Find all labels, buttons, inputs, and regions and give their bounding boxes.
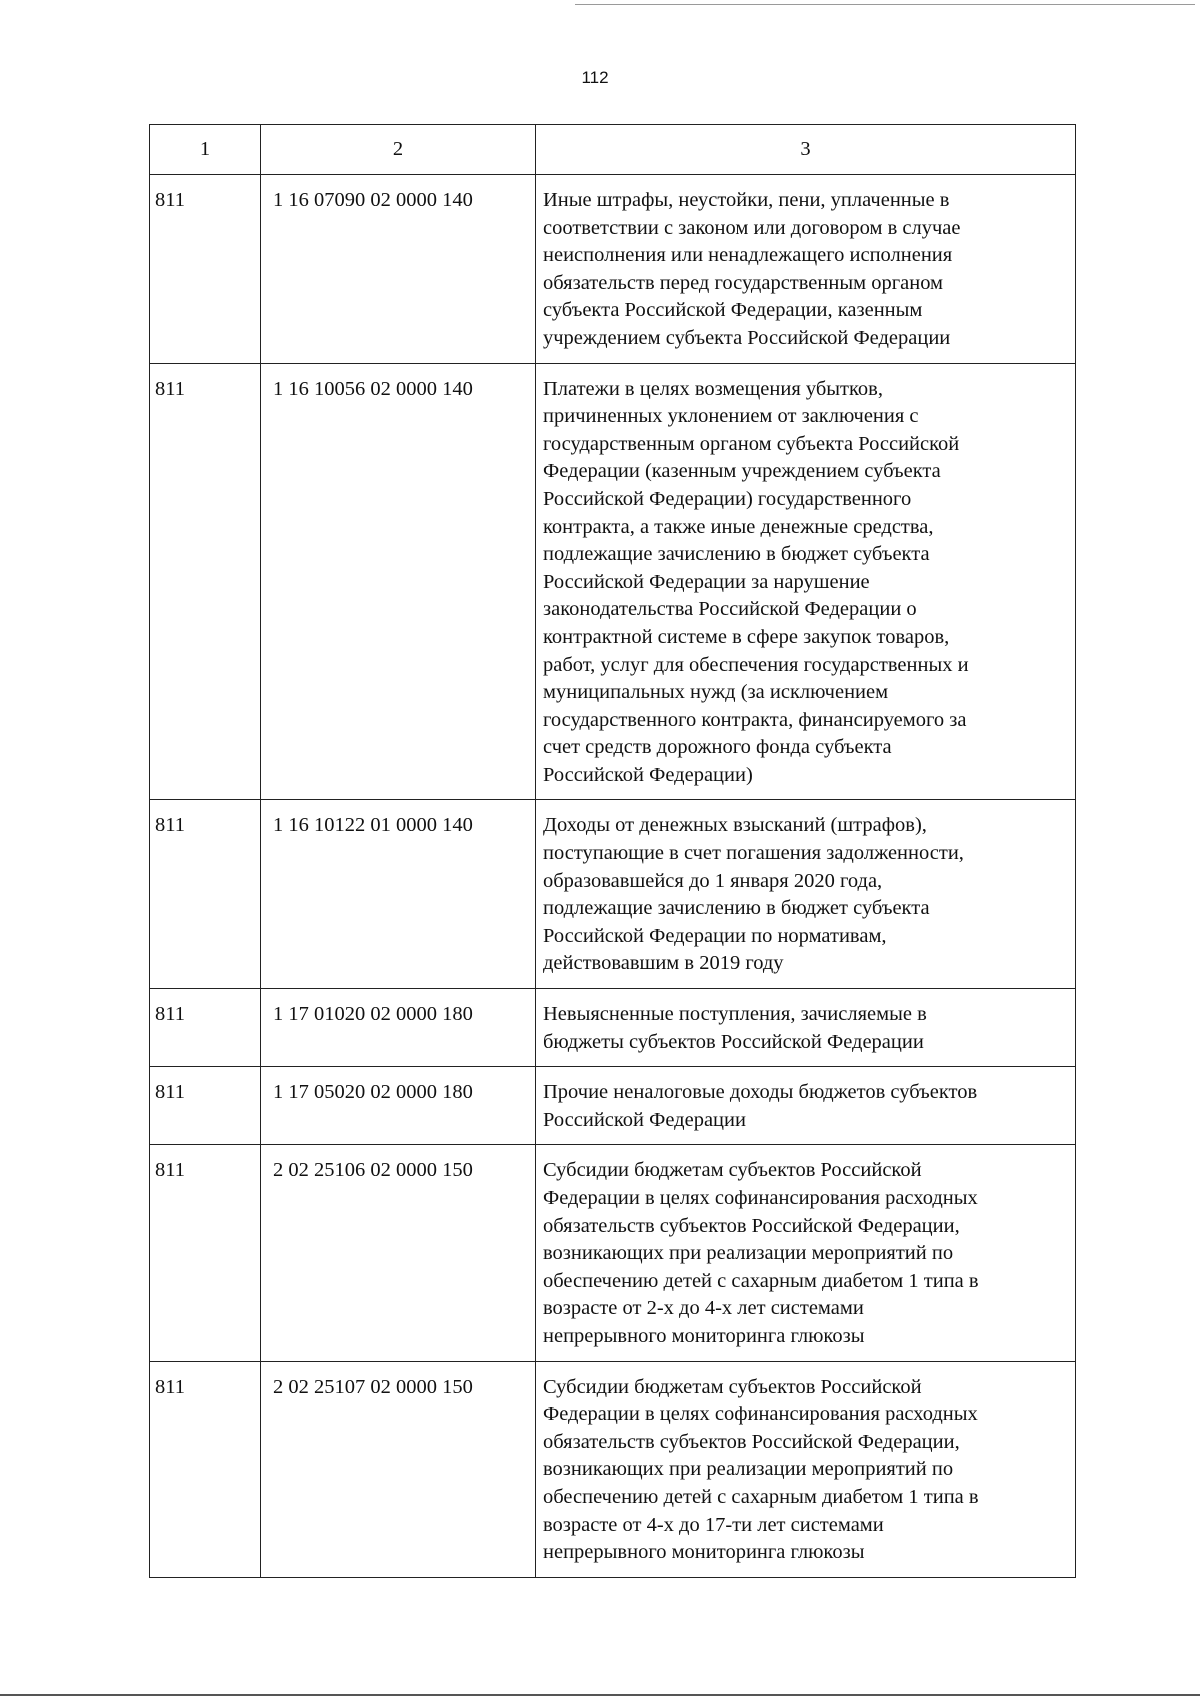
table-row bbox=[150, 989, 1076, 1067]
admin-code-cell: 811 bbox=[150, 989, 261, 1067]
column-header-3: 3 bbox=[536, 125, 1076, 175]
kbk-code-cell: 1 16 07090 02 0000 140 bbox=[261, 175, 536, 364]
scan-bottom-rule bbox=[0, 1694, 1200, 1696]
description-text: Прочие неналоговые доходы бюджетов субъектов Российской Федерации bbox=[543, 1081, 978, 1131]
kbk-code-cell: 1 17 05020 02 0000 180 bbox=[261, 1067, 536, 1145]
description-text: Доходы от денежных взысканий (штрафов), поступающие в счет погашения задолженности, образовавшейся до 1 января 2020 года, подлежащие зачислению в бюджет субъекта Российской Федерации по нормативам, действовавшим в 2019 году bbox=[543, 814, 964, 975]
description-text: Субсидии бюджетам субъектов Российской Федерации в целях софинансирования расходных обязательств субъектов Российской Федерации, возникающих при реализации мероприятий по обеспечению детей с сахарным диабетом 1 типа в возрасте от 2-х до 4-х лет системами непрерывного мониторинга глюкозы bbox=[543, 1159, 979, 1347]
kbk-code-cell: 2 02 25107 02 0000 150 bbox=[261, 1361, 536, 1577]
description-cell bbox=[536, 1067, 1076, 1145]
description-text: Невыясненные поступления, зачисляемые в бюджеты субъектов Российской Федерации bbox=[543, 1003, 927, 1053]
description-cell bbox=[536, 1361, 1076, 1577]
description-text: Иные штрафы, неустойки, пени, уплаченные в соответствии с законом или договором в случае неисполнения или ненадлежащего исполнения обязательств перед государственным органом субъекта Российской Федерации, казенным учреждением субъекта Российской Федерации bbox=[543, 189, 961, 349]
column-header-2: 2 bbox=[261, 125, 536, 175]
description-cell bbox=[536, 363, 1076, 800]
table-row bbox=[150, 1145, 1076, 1361]
admin-code-cell: 811 bbox=[150, 1145, 261, 1361]
admin-code-cell: 811 bbox=[150, 800, 261, 989]
admin-code-cell: 811 bbox=[150, 175, 261, 364]
table-row bbox=[150, 175, 1076, 364]
page-number: 112 bbox=[581, 68, 609, 87]
description-cell bbox=[536, 175, 1076, 364]
table-row bbox=[150, 1361, 1076, 1577]
description-cell bbox=[536, 1145, 1076, 1361]
table-row bbox=[150, 363, 1076, 800]
description-cell bbox=[536, 989, 1076, 1067]
admin-code-cell: 811 bbox=[150, 1067, 261, 1145]
kbk-code-cell: 1 16 10056 02 0000 140 bbox=[261, 363, 536, 800]
column-header-1: 1 bbox=[150, 125, 261, 175]
scan-top-rule bbox=[575, 4, 1195, 5]
kbk-code-cell: 2 02 25106 02 0000 150 bbox=[261, 1145, 536, 1361]
admin-code-cell: 811 bbox=[150, 363, 261, 800]
description-text: Субсидии бюджетам субъектов Российской Федерации в целях софинансирования расходных обязательств субъектов Российской Федерации, возникающих при реализации мероприятий по обеспечению детей с сахарным диабетом 1 типа в возрасте от 4-х до 17-ти лет системами непрерывного мониторинга глюкозы bbox=[543, 1375, 979, 1564]
kbk-code-cell: 1 16 10122 01 0000 140 bbox=[261, 800, 536, 989]
revenue-codes-table bbox=[149, 124, 1076, 1578]
table-header-row bbox=[150, 125, 1076, 175]
description-text: Платежи в целях возмещения убытков, причиненных уклонением от заключения с государственным органом субъекта Российской Федерации (казенным учреждением субъекта Российской Федерации) государственного контракта, а также иные денежные средства, подлежащие зачислению в бюджет субъекта Российской Федерации за нарушение законодательства Российской Федерации о контрактной системе в сфере закупок товаров, работ, услуг для обеспечения государственных и муниципальных нужд (за исключением государственного контракта, финансируемого за счет средств дорожного фонда субъекта Российской Федерации) bbox=[543, 377, 969, 786]
admin-code-cell: 811 bbox=[150, 1361, 261, 1577]
table-row bbox=[150, 800, 1076, 989]
table-row bbox=[150, 1067, 1076, 1145]
kbk-code-cell: 1 17 01020 02 0000 180 bbox=[261, 989, 536, 1067]
description-cell bbox=[536, 800, 1076, 989]
